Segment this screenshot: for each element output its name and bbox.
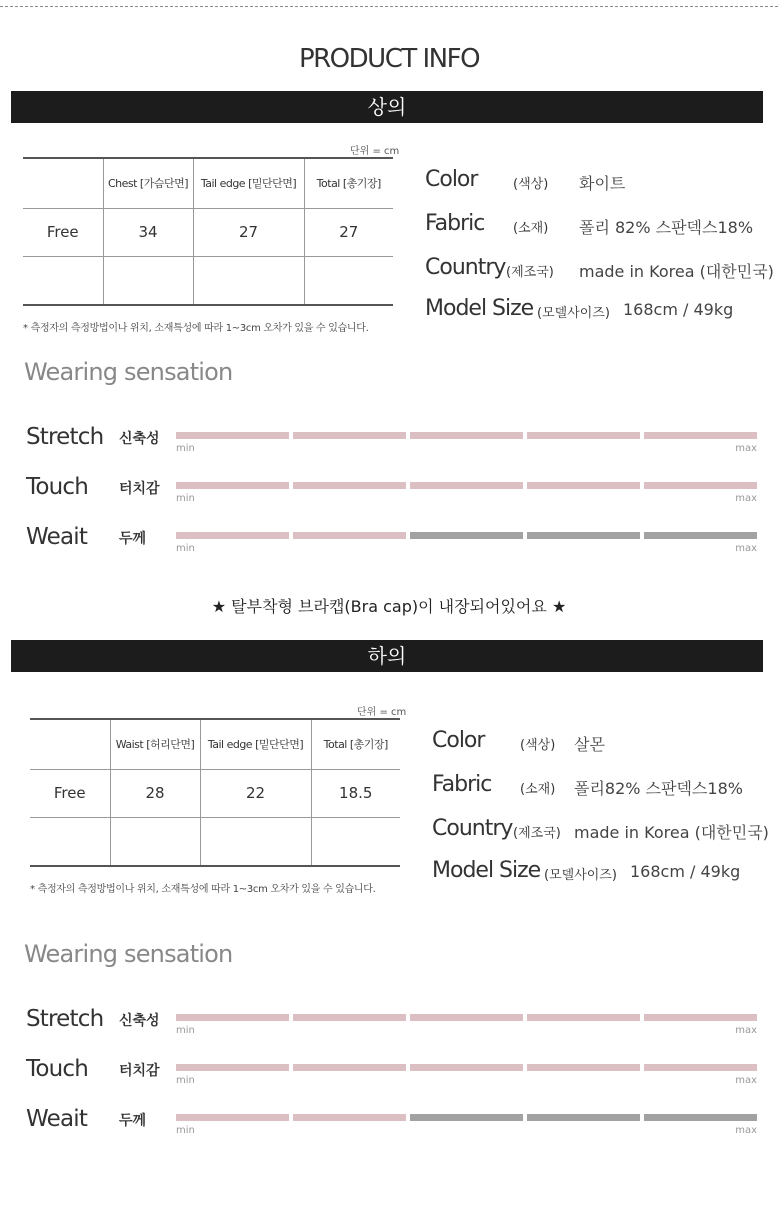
table-cell [23,256,103,305]
sensation-segment [527,1114,640,1121]
sensation-label: Touch [26,1056,89,1082]
spec-sublabel: (모델사이즈) [537,306,610,321]
sensation-segment [293,1014,406,1021]
spec-label: Fabric [432,772,492,797]
sensation-label: Weait [26,1106,88,1132]
sensation-segment [644,1014,757,1021]
sensation-track [176,1064,758,1071]
table-header-cell [30,719,110,769]
sensation-segment [527,1064,640,1071]
sensation-label: Weait [26,524,88,550]
spec-country [425,255,778,299]
top-dashed-divider [0,6,778,7]
page-title: PRODUCT INFO [298,44,480,74]
sensation-track [176,1114,758,1121]
sensation-row-touch [0,1056,778,1100]
sensation-segment [293,432,406,439]
scale-max-label: max [735,1025,757,1036]
sensation-segment [293,482,406,489]
spec-model-size [425,296,778,340]
spec-value: 화이트 [579,174,626,193]
table-cell [200,817,311,866]
table-cell: 28 [110,769,200,817]
table-cell [193,256,304,305]
star-icon: ★ [211,597,227,616]
sensation-segment [410,1014,523,1021]
sensation-label: Touch [26,474,89,500]
unit-label: 단위 = cm [350,146,400,157]
sensation-segment [176,432,289,439]
sensation-track [176,532,758,539]
measurement-note: * 측정자의 측정방법이나 위치, 소재특성에 따라 1~3cm 오차가 있을 수 있습니다. [30,884,376,895]
spec-sublabel: (색상) [520,738,556,753]
scale-min-label: min [176,1025,195,1036]
scale-min-label: min [176,443,195,454]
sensation-segment [527,432,640,439]
table-cell [304,256,393,305]
table-header-cell: Total [총기장] [311,719,400,769]
spec-label: Fabric [425,211,485,236]
sensation-label-ko: 신축성 [119,431,160,447]
sensation-label-ko: 두께 [119,531,147,547]
size-table-top [23,157,393,306]
table-cell [30,817,110,866]
sensation-segment [527,482,640,489]
sensation-segment [644,482,757,489]
sensation-segment [176,1014,289,1021]
spec-fabric [425,211,778,255]
sensation-segment [176,482,289,489]
scale-max-label: max [735,493,757,504]
table-cell [103,256,193,305]
sensation-segment [410,432,523,439]
sensation-track [176,432,758,439]
spec-value: 168cm / 49kg [630,862,741,881]
table-cell [311,817,400,866]
sensation-label-ko: 두께 [119,1113,147,1129]
scale-min-label: min [176,1075,195,1086]
table-header-cell: Waist [허리단면] [110,719,200,769]
spec-label: Color [432,728,485,753]
table-header-cell: Tail edge [밑단단면] [200,719,311,769]
scale-min-label: min [176,493,195,504]
sensation-segment [527,1014,640,1021]
table-header-cell: Tail edge [밑단단면] [193,158,304,208]
sensation-row-stretch [0,1006,778,1050]
measurement-note: * 측정자의 측정방법이나 위치, 소재특성에 따라 1~3cm 오차가 있을 수 있습니다. [23,323,369,334]
spec-sublabel: (모델사이즈) [544,868,617,883]
table-cell: Free [23,208,103,256]
spec-label: Model Size [425,296,534,321]
spec-color [432,728,778,772]
sensation-label-ko: 신축성 [119,1013,160,1029]
sensation-segment [410,1114,523,1121]
sensation-segment [527,532,640,539]
scale-max-label: max [735,1125,757,1136]
scale-min-label: min [176,1125,195,1136]
sensation-row-weait [0,524,778,568]
sensation-segment [410,482,523,489]
size-table-bottom [30,718,400,867]
table-cell: 22 [200,769,311,817]
sensation-label-ko: 터치감 [119,481,160,497]
star-icon: ★ [551,597,567,616]
sensation-segment [293,532,406,539]
table-cell: 27 [304,208,393,256]
spec-sublabel: (제조국) [513,826,561,841]
sensation-row-stretch [0,424,778,468]
spec-fabric [432,772,778,816]
sensation-label-ko: 터치감 [119,1063,160,1079]
sensation-track [176,1014,758,1021]
table-cell: 34 [103,208,193,256]
table-header-cell [23,158,103,208]
spec-label: Color [425,167,478,192]
table-cell: Free [30,769,110,817]
notice-text: 탈부착형 브라캡(Bra cap)이 내장되어있어요 [231,597,547,616]
sensation-row-touch [0,474,778,518]
scale-min-label: min [176,543,195,554]
sensation-segment [644,1114,757,1121]
spec-value: 살몬 [574,735,605,754]
spec-country [432,816,778,860]
sensation-track [176,482,758,489]
sensation-segment [176,1114,289,1121]
spec-label: Model Size [432,858,541,883]
spec-value: made in Korea (대한민국) [579,262,774,281]
sensation-segment [644,1064,757,1071]
table-cell: 18.5 [311,769,400,817]
sensation-segment [410,532,523,539]
scale-max-label: max [735,443,757,454]
spec-value: 폴리82% 스판덱스18% [574,779,743,798]
sensation-segment [644,532,757,539]
table-cell: 27 [193,208,304,256]
unit-label: 단위 = cm [357,707,407,718]
spec-value: made in Korea (대한민국) [574,823,769,842]
spec-label: Country [432,816,513,841]
spec-sublabel: (소재) [513,221,549,236]
spec-color [425,167,778,211]
spec-value: 168cm / 49kg [623,300,734,319]
bra-cap-notice [0,594,778,617]
spec-value: 폴리 82% 스판덱스18% [579,218,754,237]
sensation-segment [293,1114,406,1121]
sensation-segment [176,1064,289,1071]
sensation-segment [410,1064,523,1071]
wearing-sensation-title: Wearing sensation [24,358,233,386]
wearing-sensation-title: Wearing sensation [24,940,233,968]
spec-label: Country [425,255,506,280]
table-cell [110,817,200,866]
table-header-cell: Chest [가슴단면] [103,158,193,208]
sensation-row-weait [0,1106,778,1150]
sensation-label: Stretch [26,424,104,450]
table-header-cell: Total [총기장] [304,158,393,208]
spec-model-size [432,858,778,902]
section-bar-bottom: 하의 [11,640,763,672]
section-bar-top: 상의 [11,91,763,123]
spec-sublabel: (소재) [520,782,556,797]
scale-max-label: max [735,1075,757,1086]
spec-sublabel: (제조국) [506,265,554,280]
sensation-segment [176,532,289,539]
spec-sublabel: (색상) [513,177,549,192]
sensation-segment [293,1064,406,1071]
sensation-label: Stretch [26,1006,104,1032]
sensation-segment [644,432,757,439]
scale-max-label: max [735,543,757,554]
